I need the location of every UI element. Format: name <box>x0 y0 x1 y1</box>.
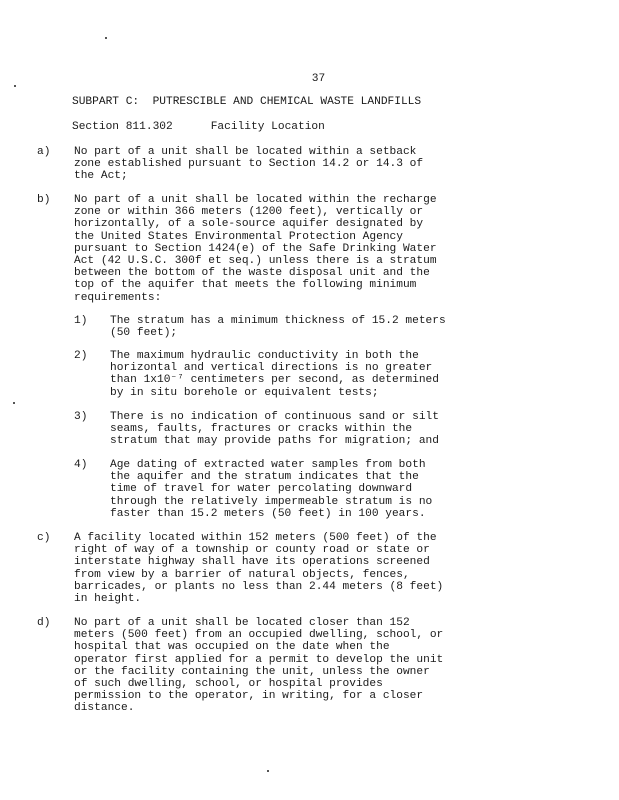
paragraph-text: A facility located within 152 meters (500 feet) of the right of way of a township or county road or state or interstate highway shall have its operations screened from view by a barrier of natural objects, fences, barricades, or plants no less than 2.44 meters (8 feet) in height. <box>74 532 444 606</box>
subitem-text: There is no indication of continuous sand or silt seams, faults, fractures or cracks within the stratum that may provide paths for migration; and <box>110 411 439 448</box>
page-number: 37 <box>311 73 326 85</box>
paragraph-text: No part of a unit shall be located closer than 152 meters (500 feet) from an occupied dwelling, school, or hospital that was occupied on the date when the operator first applied for a permit to develop the unit or the facility containing the unit, unless the owner of such dwelling, school, or hospital provides permission to the operator, in writing, for a closer distance. <box>74 617 444 715</box>
paragraph-label: a) <box>37 146 51 158</box>
section-heading <box>72 121 325 133</box>
subitem-label: 2) <box>74 350 88 362</box>
paragraph-text: No part of a unit shall be located within the recharge zone or within 366 meters (1200 feet), vertically or horizontally, of a sole-source aquifer designated by the United States Environmental Protection Agency pursuant to Section 1424(e) of the Safe Drinking Water Act (42 U.S.C. 300f et seq.) unless there is a stratum between the bottom of the waste disposal unit and the top of the aquifer that meets the following minimum requirements: <box>74 194 437 304</box>
subitem-text: The maximum hydraulic conductivity in both the horizontal and vertical directions is no greater than 1x10⁻⁷ centimeters per second, as determined by in situ borehole or equivalent tests; <box>110 350 439 399</box>
section-title: Facility Location <box>210 121 325 133</box>
section-number: Section 811.302 <box>72 121 173 133</box>
scan-speck <box>13 402 15 404</box>
subitem-label: 4) <box>74 459 88 471</box>
scan-speck <box>267 770 269 772</box>
paragraph-label: b) <box>37 194 51 206</box>
paragraph-label: c) <box>37 532 51 544</box>
scan-speck <box>105 37 107 39</box>
subitem-label: 1) <box>74 315 88 327</box>
paragraph-text: No part of a unit shall be located within a setback zone established pursuant to Section 14.2 or 14.3 of the Act; <box>74 146 424 183</box>
subitem-text: Age dating of extracted water samples from both the aquifer and the stratum indicates that the time of travel for water percolating downward through the relatively impermeable stratum is no faster than 15.2 meters (50 feet) in 100 years. <box>110 459 433 520</box>
scan-speck <box>14 85 16 87</box>
paragraph-label: d) <box>37 617 51 629</box>
subitem-text: The stratum has a minimum thickness of 15.2 meters (50 feet); <box>110 315 446 340</box>
subpart-heading: SUBPART C: PUTRESCIBLE AND CHEMICAL WASTE LANDFILLS <box>72 96 422 108</box>
subitem-label: 3) <box>74 411 88 423</box>
